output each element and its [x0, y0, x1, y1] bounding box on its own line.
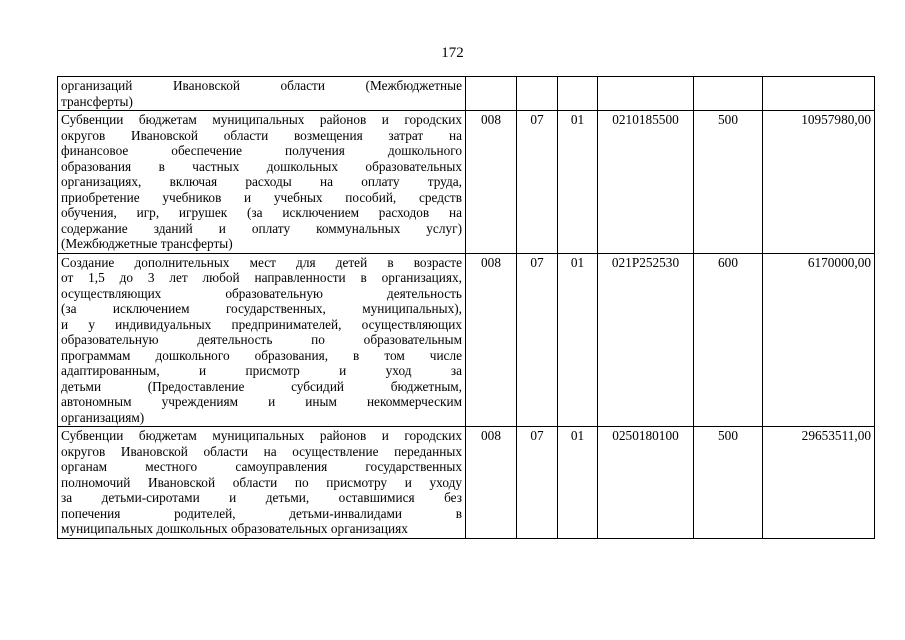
- description-line: округов Ивановской области возмещения затрат на: [61, 127, 462, 143]
- table-row: [58, 111, 875, 254]
- table-row: [58, 77, 875, 111]
- description-line: Создание дополнительных мест для детей в возрасте: [61, 254, 462, 270]
- target-code-cell: [598, 77, 694, 111]
- description-line: (Межбюджетные трансферты): [61, 236, 233, 251]
- description-line: попечения родителей, детьми-инвалидами в: [61, 505, 462, 521]
- amount-cell: [763, 77, 875, 111]
- amount-cell: 29653511,00: [763, 427, 875, 539]
- description-line: содержание зданий и оплату коммунальных услуг): [61, 220, 462, 236]
- page-number: 172: [441, 45, 464, 61]
- ministry-code-cell: 008: [466, 111, 517, 254]
- table-row: [58, 253, 875, 427]
- description-line: организациях, включая расходы на оплату труда,: [61, 174, 462, 189]
- expense-type-cell: 600: [694, 253, 763, 427]
- description-line: округов Ивановской области на осуществление переданных: [61, 443, 462, 459]
- description-line: от 1,5 до 3 лет любой направленности в организациях,: [61, 270, 462, 285]
- description-line: и у индивидуальных предпринимателей, осуществляющих: [61, 316, 462, 332]
- section-code-cell: 07: [517, 111, 558, 254]
- description-cell: [58, 253, 466, 427]
- section-code-cell: 07: [517, 253, 558, 427]
- subsection-code-cell: 01: [558, 427, 598, 539]
- description-line: органам местного самоуправления государственных: [61, 459, 462, 474]
- section-code-cell: [517, 77, 558, 111]
- description-cell: [58, 111, 466, 254]
- amount-cell: 10957980,00: [763, 111, 875, 254]
- description-line: (за исключением государственных, муниципальных),: [61, 301, 462, 316]
- description-line: обучения, игр, игрушек (за исключением расходов на: [61, 205, 462, 220]
- target-code-cell: 0250180100: [598, 427, 694, 539]
- description-line: организациям): [61, 409, 145, 425]
- description-line: образования в частных дошкольных образовательных: [61, 158, 462, 174]
- description-line: муниципальных дошкольных образовательных организациях: [61, 521, 408, 536]
- expense-type-cell: [694, 77, 763, 111]
- table-row: [58, 427, 875, 539]
- description-cell: [58, 77, 466, 111]
- description-line: детьми (Предоставление субсидий бюджетным,: [61, 378, 462, 394]
- description-line: трансферты): [61, 93, 133, 109]
- expense-type-cell: 500: [694, 111, 763, 254]
- subsection-code-cell: 01: [558, 253, 598, 427]
- expense-type-cell: 500: [694, 427, 763, 539]
- amount-cell: 6170000,00: [763, 253, 875, 427]
- description-line: Субвенции бюджетам муниципальных районов и городских: [61, 428, 462, 443]
- description-line: автономным учреждениям и иным некоммерческим: [61, 394, 462, 409]
- ministry-code-cell: 008: [466, 253, 517, 427]
- description-line: организаций Ивановской области (Межбюджетные: [61, 78, 462, 93]
- description-line: приобретение учебников и учебных пособий, средств: [61, 189, 462, 205]
- budget-table-body: [58, 77, 875, 539]
- description-line: полномочий Ивановской области по присмотру и уходу: [61, 474, 462, 490]
- subsection-code-cell: [558, 77, 598, 111]
- description-line: финансовое обеспечение получения дошкольного: [61, 143, 462, 158]
- description-line: за детьми-сиротами и детьми, оставшимися без: [61, 490, 462, 505]
- ministry-code-cell: [466, 77, 517, 111]
- description-line: образовательную деятельность по образовательным: [61, 332, 462, 347]
- section-code-cell: 07: [517, 427, 558, 539]
- description-line: адаптированным, и присмотр и уход за: [61, 363, 462, 378]
- ministry-code-cell: 008: [466, 427, 517, 539]
- description-line: программам дошкольного образования, в том числе: [61, 347, 462, 363]
- target-code-cell: 021P252530: [598, 253, 694, 427]
- description-cell: [58, 427, 466, 539]
- target-code-cell: 0210185500: [598, 111, 694, 254]
- subsection-code-cell: 01: [558, 111, 598, 254]
- description-line: осуществляющих образовательную деятельность: [61, 285, 462, 301]
- budget-table: [57, 76, 875, 539]
- description-line: Субвенции бюджетам муниципальных районов и городских: [61, 112, 462, 127]
